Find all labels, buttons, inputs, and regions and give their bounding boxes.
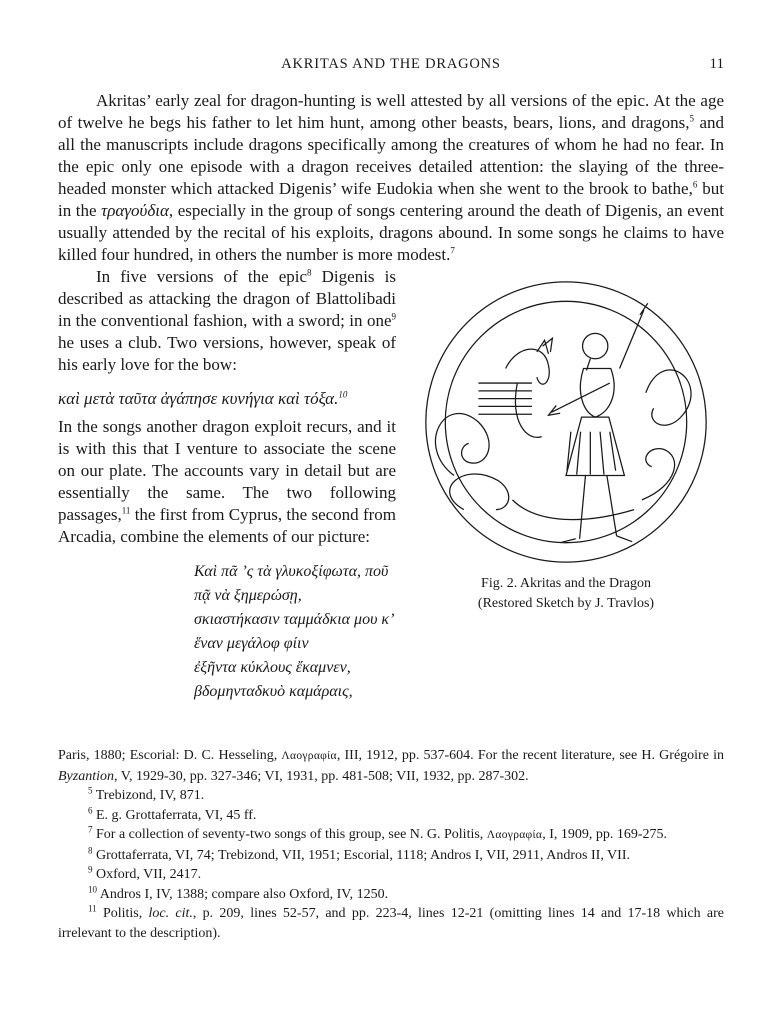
running-title: AKRITAS AND THE DRAGONS [281,56,501,72]
caption-line-2: (Restored Sketch by J. Travlos) [477,596,655,611]
footnote-10: $^{10}$ Andros I, IV, 1388; compare also Oxford, IV, 1250. [88,883,389,902]
figure-caption [408,574,724,614]
verse-line-2: σκιαστήκασιν ταμμάδκια μου κ’ ἕναν μεγάλοφ φίιν [194,611,393,652]
footnote-continued: Paris, 1880; Escorial: D. C. Hesseling, Λαογραφία, III, 1912, pp. 537-604. For the recent literature, see H. Grégoire in Byzantion, V, 1929-30, pp. 327-346; VI, 1931, pp. 481-508; VII, 1932, pp. 287-302. [58,748,725,784]
plate-sketch-image [420,276,712,568]
running-header [58,56,724,76]
verse-line-1: Καὶ πᾶ ’ς τὰ γλυκοξίφωτα, ποῦ πᾷ νὰ ξημερώσῃ, [194,563,389,604]
main-text [58,90,724,704]
greek-term: τραγούδια [101,201,169,220]
footnote-ref-11[interactable]: 11 [121,505,131,516]
footnote-ref-7[interactable]: 7 [450,245,455,256]
verse-line-3: ἐξῆντα κύκλους ἔκαμνεν, βδομηνταδκυὸ καμάραις, [194,659,353,700]
caption-line-1: Fig. 2. Akritas and the Dragon [481,576,651,591]
paragraph-3: In the songs another dragon exploit recurs, and it is with this that I venture to associate the scene on our plate. The accounts vary in detail but are essentially the same. The two following passages,$^{11}$ the first from Cyprus, the second from Arcadia, combine the elements of our picture: [58,417,396,546]
footnote-ref-6[interactable]: 6 [692,179,698,190]
footnote-ref-8[interactable]: 8 [307,267,312,278]
greek-quotation: καὶ μετὰ ταῦτα ἀγάπησε κυνήγια καὶ τόξα.$^{10}$ [58,389,348,408]
footnote-ref-5[interactable]: 5 [689,113,694,124]
figure-2 [408,266,724,704]
paragraph-1: Akritas’ early zeal for dragon-hunting is well attested by all versions of the epic. At the age of twelve he begs his father to let him hunt, among other beasts, bears, lions, and dragons,$^5$ and all the manuscripts include dragons specifically among the creatures of whom he had no fear. In the epic only one episode with a dragon receives detailed attention: the slaying of the three-headed monster which attacked Digenis’ wife Eudokia when she went to the brook to bathe,$^6$ but in the τραγούδια, especially in the group of songs centering around the death of Digenis, an event usually attended by the recital of his exploits, dragons abound. In some songs he claims to have killed four hundred, in others the number is more modest.$^7$ [58,91,725,264]
footnote-6: $^6$ E. g. Grottaferrata, VI, 45 ff. [88,804,257,823]
footnote-ref-9[interactable]: 9 [391,311,396,322]
footnote-5: $^5$ Trebizond, IV, 871. [88,785,205,803]
footnote-7: $^7$ For a collection of seventy-two songs of this group, see N. G. Politis, Λαογραφία, I, 1909, pp. 169-275. [88,824,668,842]
footnotes [58,746,724,943]
footnote-ref-10[interactable]: 10 [338,389,348,400]
paragraph-2: In five versions of the epic$^8$ Digenis is described as attacking the dragon of Blattolibadi in the conventional fashion, with a sword; in one$^9$ he uses a club. Two versions, however, speak of his early love for the bow: [58,267,396,374]
footnote-8: $^8$ Grottaferrata, VI, 74; Trebizond, VII, 1951; Escorial, 1118; Andros I, VII, 2911, Andros II, VII. [88,844,630,863]
page-number: 11 [709,56,724,72]
footnote-11: $^{11}$ Politis, loc. cit., p. 209, lines 52-57, and pp. 223-4, lines 12-21 (omitting lines 14 and 17-18 which are irrelevant to the description). [58,903,724,941]
footnote-9: $^9$ Oxford, VII, 2417. [88,864,202,882]
